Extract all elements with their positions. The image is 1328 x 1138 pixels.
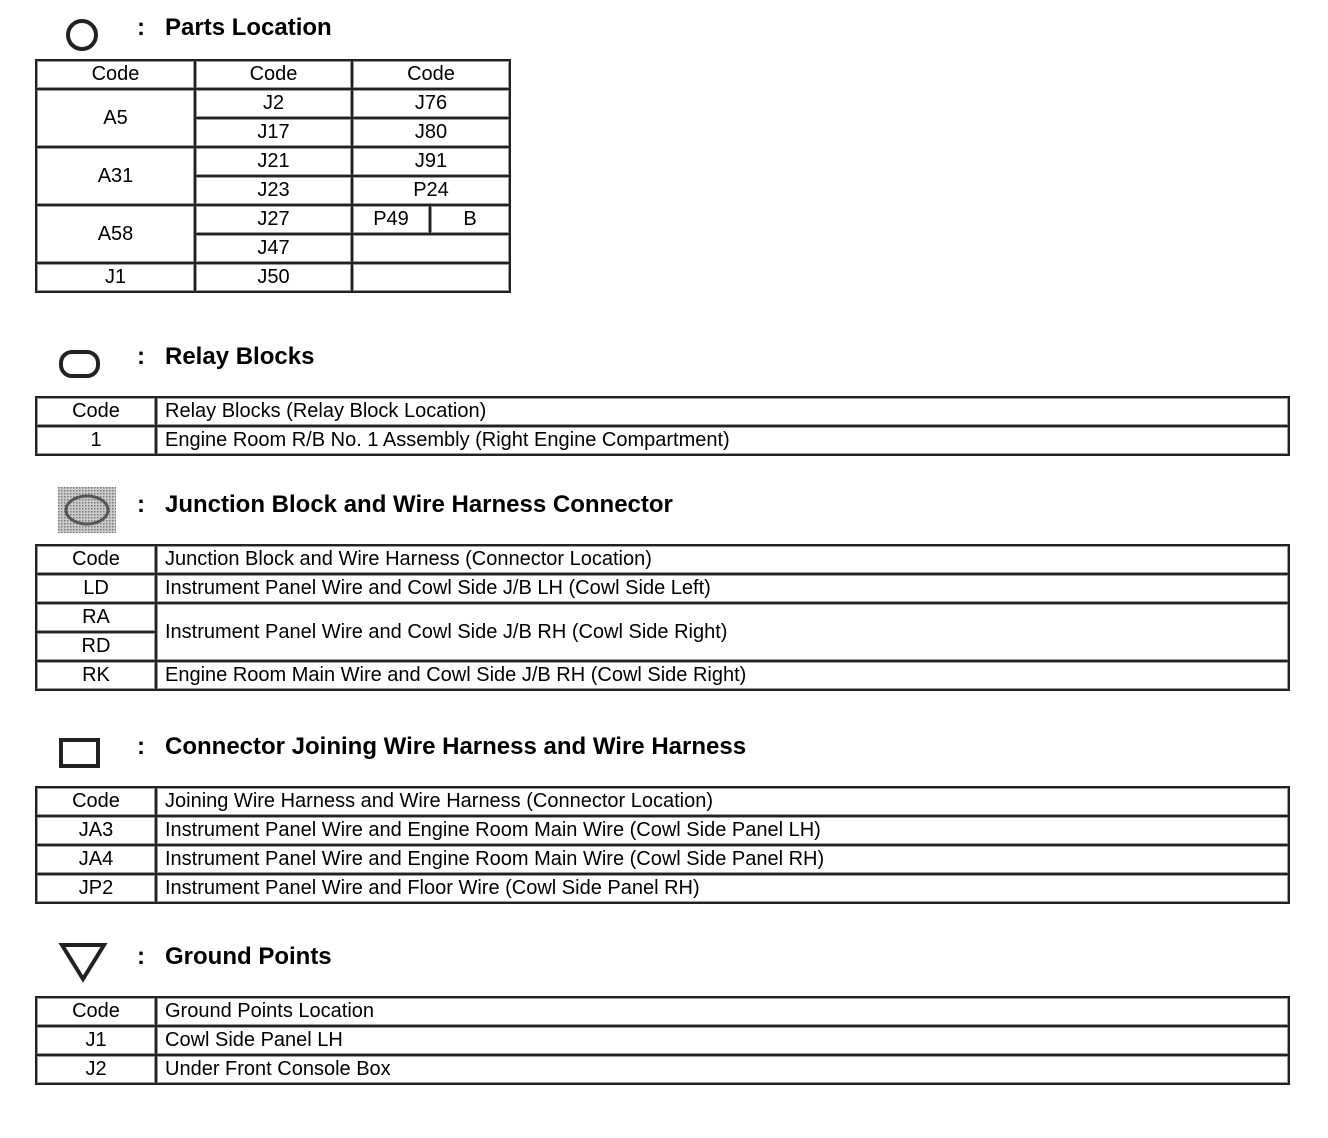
- heading-colon: :: [137, 14, 145, 41]
- table-cell: A5: [36, 89, 195, 147]
- table-row: [36, 147, 510, 176]
- table-cell: Instrument Panel Wire and Engine Room Main Wire (Cowl Side Panel LH): [156, 816, 1289, 845]
- table-cell: JA4: [36, 845, 156, 874]
- section-title: Junction Block and Wire Harness Connector: [165, 491, 673, 518]
- table-cell: Instrument Panel Wire and Engine Room Main Wire (Cowl Side Panel RH): [156, 845, 1289, 874]
- section-title: Ground Points: [165, 943, 332, 970]
- table-row: [36, 787, 1289, 816]
- table-cell: Instrument Panel Wire and Cowl Side J/B LH (Cowl Side Left): [156, 574, 1289, 603]
- table-header: Code: [195, 60, 352, 89]
- table-row: [36, 1055, 1289, 1084]
- table-cell: J1: [36, 263, 195, 292]
- table-header: Junction Block and Wire Harness (Connector Location): [156, 545, 1289, 574]
- table-cell: P49: [352, 205, 430, 234]
- table-row: [36, 816, 1289, 845]
- connector-joining-table: [35, 786, 1290, 904]
- table-cell: J80: [352, 118, 510, 147]
- table-row: [36, 205, 510, 234]
- table-row: [36, 661, 1289, 690]
- table-cell: RA: [36, 603, 156, 632]
- ground-points-heading: [0, 943, 1328, 983]
- table-cell: P24: [352, 176, 510, 205]
- section-title: Parts Location: [165, 14, 332, 41]
- table-cell: J76: [352, 89, 510, 118]
- table-cell: J47: [195, 234, 352, 263]
- junction-block-heading: [0, 491, 1328, 531]
- table-cell: JP2: [36, 874, 156, 903]
- table-cell: J23: [195, 176, 352, 205]
- table-cell: RD: [36, 632, 156, 661]
- table-cell: JA3: [36, 816, 156, 845]
- table-cell: 1: [36, 426, 156, 455]
- table-header: Relay Blocks (Relay Block Location): [156, 397, 1289, 426]
- heading-colon: :: [137, 343, 145, 370]
- table-cell: J2: [195, 89, 352, 118]
- table-cell: J2: [36, 1055, 156, 1084]
- table-cell-empty: [352, 263, 510, 292]
- table-cell: J27: [195, 205, 352, 234]
- table-cell: B: [430, 205, 510, 234]
- table-cell: Instrument Panel Wire and Cowl Side J/B RH (Cowl Side Right): [156, 603, 1289, 661]
- table-cell: J17: [195, 118, 352, 147]
- table-header: Code: [36, 60, 195, 89]
- table-cell: Instrument Panel Wire and Floor Wire (Cowl Side Panel RH): [156, 874, 1289, 903]
- table-row: [36, 845, 1289, 874]
- table-cell: J21: [195, 147, 352, 176]
- table-cell: J50: [195, 263, 352, 292]
- table-header: Code: [352, 60, 510, 89]
- parts-location-table: [35, 59, 511, 293]
- section-title: Connector Joining Wire Harness and Wire Harness: [165, 733, 747, 760]
- table-header: Code: [36, 997, 156, 1026]
- table-header: Code: [36, 397, 156, 426]
- table-row: [36, 89, 510, 118]
- table-row: [36, 574, 1289, 603]
- table-row: [36, 426, 1289, 455]
- table-row: [36, 997, 1289, 1026]
- table-cell: LD: [36, 574, 156, 603]
- table-row: [36, 874, 1289, 903]
- table-header: Joining Wire Harness and Wire Harness (Connector Location): [156, 787, 1289, 816]
- table-row: [36, 545, 1289, 574]
- connector-joining-heading: [0, 733, 1328, 773]
- table-header: Code: [36, 787, 156, 816]
- table-row: [36, 1026, 1289, 1055]
- table-cell: J91: [352, 147, 510, 176]
- table-row: [36, 263, 510, 292]
- table-cell: Under Front Console Box: [156, 1055, 1289, 1084]
- heading-colon: :: [137, 491, 145, 518]
- shaded-oval-icon: [58, 487, 116, 533]
- triangle-down-icon: [58, 941, 108, 983]
- table-cell: RK: [36, 661, 156, 690]
- relay-blocks-heading: [0, 343, 1328, 383]
- table-cell: Engine Room Main Wire and Cowl Side J/B RH (Cowl Side Right): [156, 661, 1289, 690]
- table-cell: A31: [36, 147, 195, 205]
- table-row: [36, 60, 510, 89]
- table-cell-empty: [352, 234, 510, 263]
- rounded-rect-icon: [58, 349, 102, 379]
- table-cell: J1: [36, 1026, 156, 1055]
- table-cell: A58: [36, 205, 195, 263]
- table-cell: Cowl Side Panel LH: [156, 1026, 1289, 1055]
- junction-block-table: [35, 544, 1290, 691]
- heading-colon: :: [137, 733, 145, 760]
- section-title: Relay Blocks: [165, 343, 315, 370]
- table-cell: Engine Room R/B No. 1 Assembly (Right Engine Compartment): [156, 426, 1289, 455]
- table-row: [36, 603, 1289, 632]
- relay-blocks-table: [35, 396, 1290, 456]
- ground-points-table: [35, 996, 1290, 1085]
- table-header: Ground Points Location: [156, 997, 1289, 1026]
- table-row: [36, 397, 1289, 426]
- table-header: Code: [36, 545, 156, 574]
- heading-colon: :: [137, 943, 145, 970]
- circle-icon: [64, 18, 100, 52]
- rectangle-icon: [58, 737, 102, 769]
- parts-location-heading: [0, 14, 1328, 54]
